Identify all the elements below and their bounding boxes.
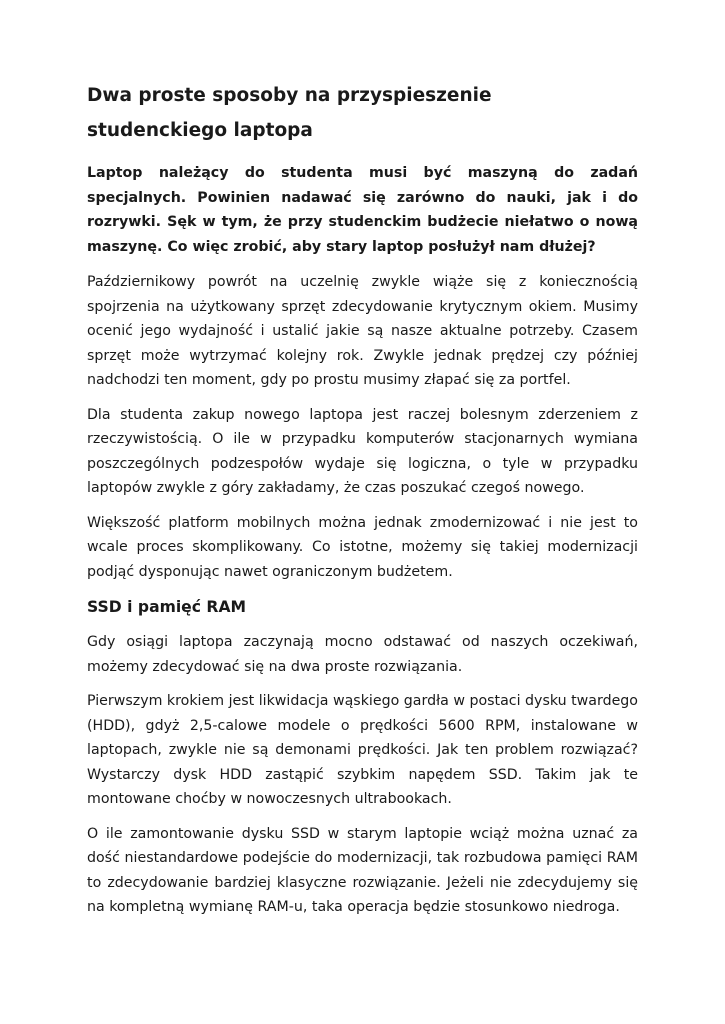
- paragraph: Pierwszym krokiem jest likwidacja wąskiego gardła w postaci dysku twardego (HDD), gdyż 2,5-calowe modele o prędkości 5600 RPM, instalowane w laptopach, zwykle nie są demonami prędkości. Jak ten problem rozwiązać? Wystarczy dysk HDD zastąpić szybkim napędem SSD. Takim jak te montowane choćby w nowoczesnych ultrabookach.: [87, 693, 638, 807]
- paragraph: Październikowy powrót na uczelnię zwykle wiąże się z koniecznością spojrzenia na użytkowany sprzęt zdecydowanie krytycznym okiem. Musimy ocenić jego wydajność i ustalić jakie są nasze aktualne potrzeby. Czasem sprzęt może wytrzymać kolejny rok. Zwykle jednak prędzej czy później nadchodzi ten moment, gdy po prostu musimy złapać się za portfel.: [87, 274, 638, 388]
- paragraph: Większość platform mobilnych można jednak zmodernizować i nie jest to wcale proces skomplikowany. Co istotne, możemy się takiej modernizacji podjąć dysponując nawet ograniczonym budżetem.: [87, 514, 638, 580]
- paragraph: O ile zamontowanie dysku SSD w starym laptopie wciąż można uznać za dość niestandardowe podejście do modernizacji, tak rozbudowa pamięci RAM to zdecydowanie bardziej klasyczne rozwiązanie. Jeżeli nie zdecydujemy się na kompletną wymianę RAM-u, taka operacja będzie stosunkowo niedroga.: [87, 825, 638, 915]
- paragraph: Dla studenta zakup nowego laptopa jest raczej bolesnym zderzeniem z rzeczywistością. O ile w przypadku komputerów stacjonarnych wymiana poszczególnych podzespołów wydaje się logiczna, o tyle w przypadku laptopów zwykle z góry zakładamy, że czas poszukać czegoś nowego.: [87, 406, 638, 496]
- article-title: Dwa proste sposoby na przyspieszenie studenckiego laptopa: [87, 85, 492, 141]
- section-heading: SSD i pamięć RAM: [87, 598, 247, 616]
- article-lead: Laptop należący do studenta musi być maszyną do zadań specjalnych. Powinien nadawać się zarówno do nauki, jak i do rozrywki. Sęk w tym, że przy studenckim budżecie niełatwo o nową maszynę. Co więc zrobić, aby stary laptop posłużył nam dłużej?: [87, 165, 638, 255]
- document-page: [87, 78, 638, 930]
- paragraph: Gdy osiągi laptopa zaczynają mocno odstawać od naszych oczekiwań, możemy zdecydować się na dwa proste rozwiązania.: [87, 634, 638, 675]
